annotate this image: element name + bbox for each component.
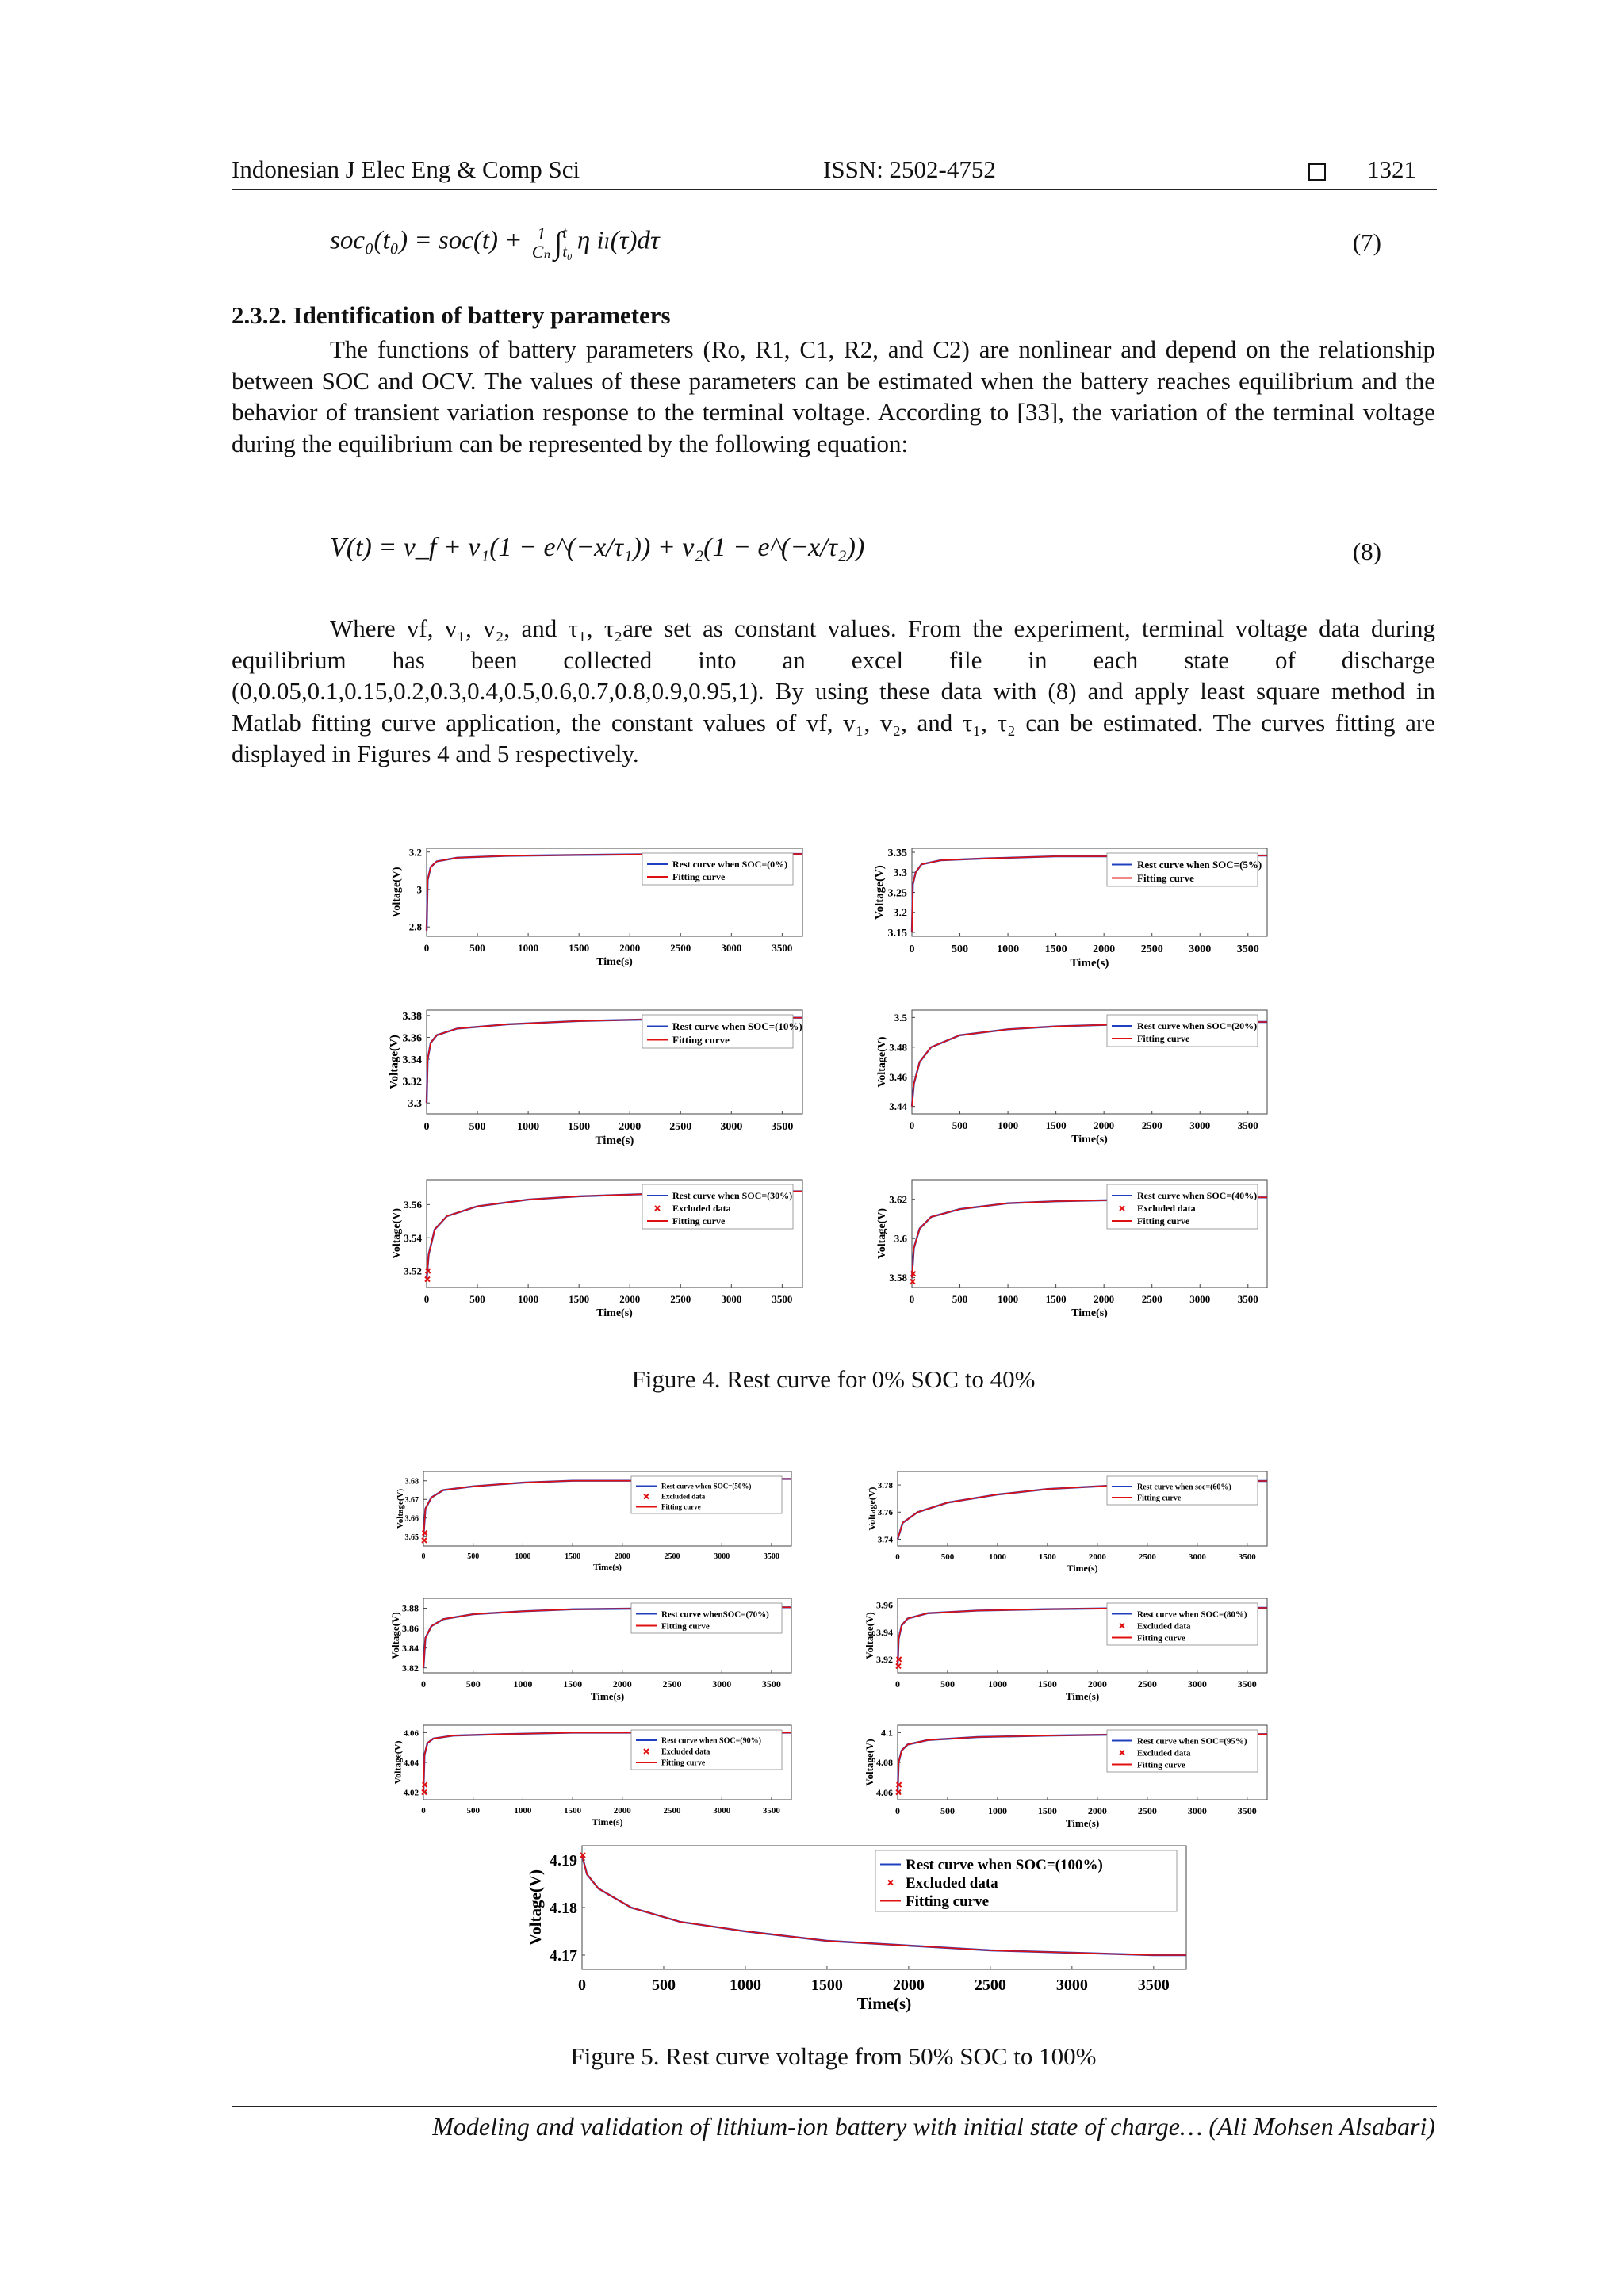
figure-5-svg [385,1464,1278,2019]
y-axis-label: Voltage(V) [873,865,887,920]
paragraph-2: Where vf, v₁, v₂, and τ₁, τ₂are set as constant values. From the experiment, terminal voltage data during equilibrium has been collected into an excel file in each state of discharge (0,0.05,0.1,0.15,0.2,0.3,0.4,0.5,0.6,0.7,0.8,0.9,0.95,1). By using these data with (8) and apply least square method in Matlab fitting curve application, the constant values of vf, v₁, v₂, and τ₁, τ₂ can be estimated. The curves fitting are displayed in Figures 4 and 5 respectively. [232,614,1435,767]
x-tick-label: 500 [651,1976,676,1994]
y-axis-label: Voltage(V) [389,1612,401,1659]
x-tick-label: 1000 [518,942,539,954]
y-axis-label: Voltage(V) [876,1036,889,1088]
equation-8: V(t) = v_f + v₁(1 − e^(−x/τ₁)) + v₂(1 − e^(−x/τ₂)) [330,533,865,562]
legend [1107,1730,1258,1772]
legend [642,1015,802,1048]
x-tick-label: 3000 [1189,943,1212,955]
y-tick-label: 4.02 [403,1788,419,1798]
x-tick-label: 0 [895,1805,900,1816]
x-tick-label: 500 [940,1552,955,1562]
x-tick-label: 0 [423,942,430,954]
legend-label: Fitting curve [672,1034,730,1047]
x-tick-label: 0 [909,943,915,955]
header-rule [232,189,1437,190]
y-axis-label: Voltage(V) [396,1488,405,1529]
x-tick-label: 2500 [1141,1293,1162,1305]
y-axis-label: Voltage(V) [391,1207,404,1260]
x-axis-label: Time(s) [1071,1134,1108,1146]
x-tick-label: 2500 [1140,943,1163,955]
x-tick-label: 0 [423,1121,430,1133]
x-tick-label: 1500 [565,1552,581,1561]
legend-label: Rest curve when SOC=(5%) [1137,859,1262,871]
x-tick-label: 1500 [1045,1119,1067,1131]
x-tick-label: 1000 [729,1976,761,1994]
x-tick-label: 0 [423,1293,430,1305]
legend-label: Excluded data [1137,1748,1191,1758]
equation-7 [330,224,660,262]
legend-label: Rest curve when SOC=(10%) [672,1020,802,1033]
y-tick-label: 3.68 [404,1477,419,1487]
x-axis-label: Time(s) [595,1135,634,1147]
y-tick-label: 3.76 [877,1508,893,1518]
x-tick-label: 3000 [712,1678,732,1689]
legend-label: Rest curve whenSOC=(70%) [661,1609,769,1620]
y-tick-label: 3.5 [894,1011,907,1024]
legend [1107,1476,1258,1505]
legend-label: Fitting curve [1137,1215,1190,1227]
x-tick-label: 1500 [568,1121,591,1133]
x-tick-label: 1500 [1037,1678,1057,1689]
legend-label: Excluded data [1137,1203,1196,1215]
legend [631,1476,782,1513]
x-tick-label: 2500 [663,1806,681,1816]
legend-label: Fitting curve [661,1758,706,1768]
y-tick-label: 4.08 [876,1757,893,1769]
x-tick-label: 3000 [1189,1293,1211,1305]
y-axis-label: Voltage(V) [391,867,404,918]
x-tick-label: 1000 [517,1121,540,1133]
x-tick-label: 500 [466,1806,480,1816]
y-tick-label: 3.88 [402,1602,419,1614]
legend-label: Rest curve when SOC=(80%) [1137,1609,1247,1620]
x-tick-label: 1500 [564,1806,582,1816]
legend-label: Rest curve when SOC=(50%) [661,1482,752,1490]
x-tick-label: 2500 [669,1121,692,1133]
x-tick-label: 3500 [1237,1678,1257,1689]
legend-label: Excluded data [906,1875,998,1892]
equation-7-number: (7) [1352,228,1381,256]
x-tick-label: 1500 [569,942,590,954]
y-axis-label: Voltage(V) [863,1739,875,1786]
y-axis-label: Voltage(V) [863,1612,875,1659]
eq7-upper: t [562,224,567,242]
x-tick-label: 500 [467,1552,480,1561]
x-tick-label: 1000 [515,1552,531,1561]
figure-4-caption: Figure 4. Rest curve for 0% SOC to 40% [631,1365,1036,1393]
x-tick-label: 3000 [1187,1678,1207,1689]
running-header-page [1308,155,1416,184]
x-tick-label: 3000 [1188,1552,1206,1562]
x-tick-label: 2000 [619,1293,641,1305]
y-tick-label: 3.36 [402,1032,422,1045]
x-tick-label: 1500 [1045,1293,1067,1305]
legend [642,1184,793,1229]
legend [642,853,793,885]
x-tick-label: 500 [469,1121,486,1133]
y-tick-label: 3.84 [402,1642,419,1654]
x-tick-label: 0 [895,1552,900,1562]
y-tick-label: 4.04 [403,1758,419,1768]
legend-label: Fitting curve [661,1502,701,1511]
x-tick-label: 0 [578,1976,586,1994]
integral-sign: ∫ [553,224,563,261]
x-tick-label: 500 [465,1678,481,1689]
x-tick-label: 500 [952,1119,968,1131]
x-axis-label: Time(s) [1071,1307,1108,1319]
y-tick-label: 3.74 [877,1535,893,1545]
y-tick-label: 4.17 [550,1947,577,1965]
x-tick-label: 1000 [987,1678,1007,1689]
y-tick-label: 3.66 [404,1514,419,1524]
x-tick-label: 1500 [1038,1552,1056,1562]
x-axis-label: Time(s) [856,1994,912,2013]
x-tick-label: 1000 [987,1805,1007,1816]
y-tick-label: 3.32 [402,1076,422,1089]
legend-label: Excluded data [672,1203,731,1215]
x-axis-label: Time(s) [1070,957,1109,970]
x-tick-label: 500 [952,1293,968,1305]
x-axis-label: Time(s) [1065,1690,1100,1702]
x-tick-label: 2000 [1093,943,1116,955]
figure-4 [382,840,1280,1340]
x-tick-label: 2000 [613,1806,631,1816]
legend-label: Rest curve when soc=(60%) [1137,1483,1231,1492]
x-tick-label: 0 [421,1806,426,1816]
x-tick-label: 3500 [1237,1805,1257,1816]
y-tick-label: 3.52 [404,1265,422,1277]
y-tick-label: 3 [416,883,422,896]
legend-label: Fitting curve [1137,1494,1182,1503]
x-axis-label: Time(s) [590,1690,625,1702]
equation-8-number: (8) [1352,538,1381,565]
y-tick-label: 3.46 [889,1070,907,1083]
x-tick-label: 1000 [518,1293,539,1305]
y-tick-label: 3.67 [404,1495,419,1505]
eq7-fraction [532,225,551,261]
x-tick-label: 2000 [612,1678,632,1689]
x-tick-label: 3000 [721,1293,742,1305]
eq7-lower: t₀ [562,243,573,261]
x-tick-label: 1000 [988,1552,1006,1562]
legend [1107,853,1262,886]
figure-5-caption: Figure 5. Rest curve voltage from 50% SOC to 100% [570,2042,1097,2070]
y-axis-label: Voltage(V) [388,1035,401,1089]
y-tick-label: 3.62 [889,1193,907,1206]
y-tick-label: 3.35 [887,847,907,859]
y-tick-label: 3.96 [876,1599,893,1611]
y-tick-label: 3.54 [404,1231,422,1244]
x-tick-label: 3000 [1187,1805,1207,1816]
x-axis-label: Time(s) [593,1563,622,1572]
x-tick-label: 3500 [762,1806,780,1816]
y-tick-label: 2.8 [408,920,422,933]
x-tick-label: 1500 [810,1976,843,1994]
x-axis-label: Time(s) [592,1816,623,1827]
x-tick-label: 0 [421,1552,426,1561]
eq7-frac-num: 1 [532,225,551,243]
y-tick-label: 4.18 [550,1900,577,1917]
x-tick-label: 2500 [1138,1552,1156,1562]
y-tick-label: 3.44 [889,1100,907,1113]
x-tick-label: 2000 [892,1976,925,1994]
y-tick-label: 4.1 [881,1727,893,1739]
x-axis-label: Time(s) [596,956,633,968]
legend-label: Fitting curve [1137,872,1194,885]
y-axis-label: Voltage(V) [866,1487,878,1531]
eq7-frac-den: Cₙ [531,241,551,262]
x-tick-label: 3000 [720,1121,743,1133]
checkbox-square-icon [1308,163,1326,181]
legend-label: Rest curve when SOC=(0%) [672,859,788,871]
eq7-limits [562,224,573,262]
legend-label: Excluded data [1137,1621,1191,1632]
x-tick-label: 500 [469,1293,485,1305]
legend-label: Excluded data [661,1492,706,1501]
x-tick-label: 3500 [772,1293,793,1305]
y-tick-label: 3.2 [893,907,907,920]
x-tick-label: 3500 [772,942,793,954]
x-tick-label: 2000 [1088,1552,1106,1562]
legend-label: Fitting curve [1137,1633,1185,1644]
legend-label: Fitting curve [1137,1760,1185,1770]
x-tick-label: 2000 [619,1121,642,1133]
y-tick-label: 3.58 [889,1272,907,1284]
footer-rule [232,2106,1437,2107]
x-tick-label: 2500 [1141,1119,1162,1131]
legend-label: Rest curve when SOC=(40%) [1137,1190,1258,1202]
running-footer: Modeling and validation of lithium-ion battery with initial state of charge… (Ali Mohsen Alsabari) [432,2112,1435,2141]
y-axis-label: Voltage(V) [392,1740,404,1785]
legend-label: Fitting curve [672,871,726,883]
x-tick-label: 3500 [1237,1119,1258,1131]
legend [1107,1603,1258,1645]
y-tick-label: 3.34 [402,1054,422,1066]
x-tick-label: 2500 [670,1293,691,1305]
figure-5 [385,1464,1278,2019]
legend-label: Excluded data [661,1747,710,1757]
x-tick-label: 1500 [1044,943,1067,955]
legend-label: Rest curve when SOC=(90%) [661,1736,761,1746]
x-tick-label: 3500 [1237,1293,1258,1305]
x-tick-label: 0 [895,1678,900,1689]
y-tick-label: 3.38 [402,1010,422,1023]
legend-label: Rest curve when SOC=(95%) [1137,1736,1247,1747]
legend [1107,1184,1258,1229]
x-tick-label: 1000 [997,943,1020,955]
y-tick-label: 3.15 [887,927,907,939]
y-tick-label: 4.06 [403,1728,419,1739]
x-tick-label: 3500 [1137,1976,1170,1994]
x-tick-label: 2500 [1137,1805,1157,1816]
x-tick-label: 3500 [763,1552,779,1561]
x-tick-label: 3000 [714,1552,730,1561]
x-tick-label: 0 [909,1293,915,1305]
eq7-lhs: soc₀(t₀) = soc(t) + [330,226,523,255]
x-tick-label: 3000 [713,1806,731,1816]
x-tick-label: 2500 [1137,1678,1157,1689]
y-tick-label: 3.78 [877,1480,893,1490]
y-axis-label: Voltage(V) [526,1869,545,1946]
x-tick-label: 2000 [1087,1805,1107,1816]
x-tick-label: 1500 [569,1293,590,1305]
legend [1107,1015,1258,1047]
legend-label: Fitting curve [906,1893,990,1911]
x-tick-label: 3500 [771,1121,794,1133]
x-tick-label: 500 [940,1805,955,1816]
y-tick-label: 4.19 [550,1852,577,1869]
y-tick-label: 3.92 [876,1654,893,1666]
x-tick-label: 2000 [614,1552,630,1561]
x-tick-label: 1500 [1037,1805,1057,1816]
x-tick-label: 3500 [1238,1552,1256,1562]
y-axis-label: Voltage(V) [876,1207,889,1260]
x-tick-label: 500 [469,942,485,954]
x-tick-label: 2000 [619,942,641,954]
running-header-journal: Indonesian J Elec Eng & Comp Sci [232,155,580,183]
legend-label: Fitting curve [661,1621,710,1632]
y-tick-label: 3.48 [889,1041,907,1054]
y-tick-label: 3.2 [408,846,422,859]
x-tick-label: 3000 [1055,1976,1088,1994]
x-tick-label: 1000 [513,1678,533,1689]
x-tick-label: 3000 [721,942,742,954]
y-tick-label: 3.6 [894,1232,907,1245]
legend-label: Fitting curve [672,1215,726,1227]
legend [631,1603,782,1633]
y-tick-label: 3.94 [876,1626,893,1638]
x-tick-label: 2500 [662,1678,682,1689]
legend-label: Rest curve when SOC=(20%) [1137,1020,1258,1032]
legend [875,1850,1177,1911]
x-tick-label: 1000 [998,1119,1019,1131]
x-tick-label: 2000 [1094,1119,1115,1131]
eq7-integrand: η iₗ(τ)dτ [576,226,660,255]
x-tick-label: 1000 [998,1293,1019,1305]
x-tick-label: 2500 [664,1552,680,1561]
x-tick-label: 2500 [974,1976,1006,1994]
y-tick-label: 3.86 [402,1622,419,1634]
legend [631,1730,782,1770]
running-header-issn: ISSN: 2502-4752 [823,155,996,183]
x-tick-label: 500 [940,1678,955,1689]
x-axis-label: Time(s) [596,1307,633,1319]
x-tick-label: 0 [421,1678,426,1689]
x-tick-label: 0 [909,1119,915,1131]
x-tick-label: 3500 [761,1678,781,1689]
x-tick-label: 500 [952,943,969,955]
x-tick-label: 2000 [1094,1293,1115,1305]
x-tick-label: 1000 [514,1806,532,1816]
legend-label: Rest curve when SOC=(30%) [672,1190,793,1202]
x-tick-label: 2000 [1087,1678,1107,1689]
x-tick-label: 2500 [670,942,691,954]
x-tick-label: 3000 [1189,1119,1211,1131]
y-tick-label: 3.56 [404,1198,422,1211]
figure-4-svg [382,840,1280,1340]
legend-label: Fitting curve [1137,1033,1190,1045]
y-tick-label: 3.25 [887,887,907,900]
y-tick-label: 4.06 [876,1786,893,1798]
paragraph-1: The functions of battery parameters (Ro, R1, C1, R2, and C2) are nonlinear and depend on the relationship between SOC and OCV. The values of these parameters can be estimated when the battery reaches equilibrium and the behavior of transient variation response to the terminal voltage. According to [33], the variation of the terminal voltage during the equilibrium can be represented by the following equation: [232,335,1435,457]
y-tick-label: 3.82 [402,1662,419,1674]
x-tick-label: 3500 [1236,943,1259,955]
page-number: 1321 [1367,155,1416,183]
x-axis-label: Time(s) [1065,1817,1100,1829]
y-tick-label: 3.3 [408,1098,422,1111]
x-axis-label: Time(s) [1067,1563,1098,1574]
y-tick-label: 3.3 [893,867,907,880]
legend-label: Rest curve when SOC=(100%) [906,1857,1103,1874]
section-heading: 2.3.2. Identification of battery parameters [232,301,671,329]
y-tick-label: 3.65 [404,1533,419,1542]
x-tick-label: 1500 [563,1678,583,1689]
